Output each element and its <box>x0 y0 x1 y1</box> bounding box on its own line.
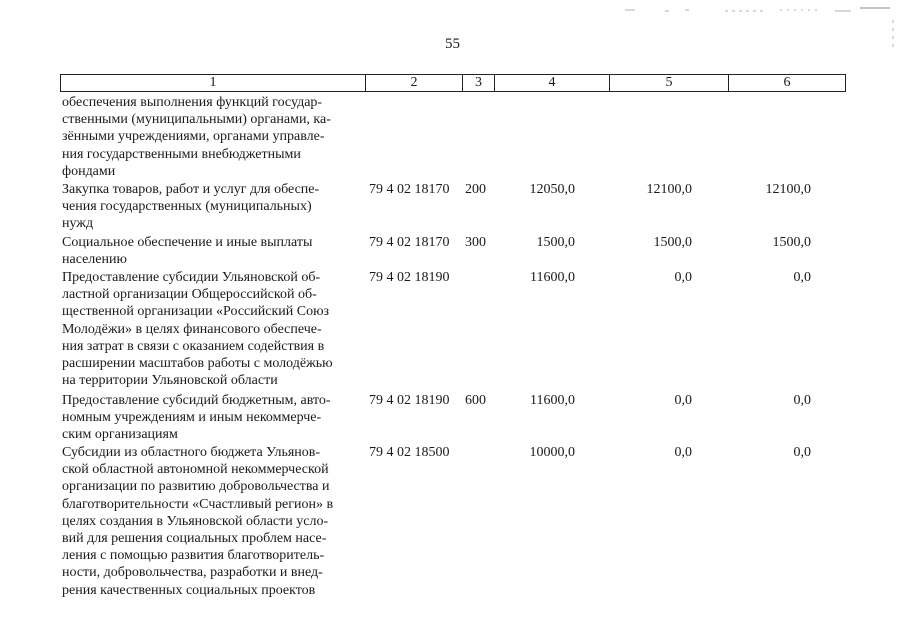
row-value-col4: 10000,0 <box>529 445 575 460</box>
row-value-col5: 12100,0 <box>646 182 692 197</box>
row-expense-type: 300 <box>465 235 486 250</box>
row-target-code: 79 4 02 18190 <box>369 270 450 285</box>
column-header-1: 1 <box>61 75 366 91</box>
column-header-3: 3 <box>463 75 495 91</box>
row-description: обеспечения выполнения функций государ- ственными (муниципальными) органами, ка- зёнными учреждениями, органами управле- ния государственными внебюджетными фондами <box>62 95 331 179</box>
row-target-code: 79 4 02 18500 <box>369 445 450 460</box>
row-value-col5: 0,0 <box>674 445 692 460</box>
row-value-col5: 0,0 <box>674 270 692 285</box>
row-value-col6: 0,0 <box>793 393 811 408</box>
column-header-5: 5 <box>610 75 729 91</box>
row-value-col5: 0,0 <box>674 393 692 408</box>
row-value-col6: 12100,0 <box>765 182 811 197</box>
row-value-col4: 11600,0 <box>530 270 575 285</box>
row-description: Закупка товаров, работ и услуг для обеспе- чения государственных (муниципальных) нужд <box>62 182 320 232</box>
row-value-col6: 0,0 <box>793 445 811 460</box>
row-value-col4: 11600,0 <box>530 393 575 408</box>
row-value-col6: 0,0 <box>793 270 811 285</box>
row-target-code: 79 4 02 18170 <box>369 182 450 197</box>
table-header-row <box>60 74 846 92</box>
row-value-col4: 1500,0 <box>536 235 575 250</box>
column-header-6: 6 <box>783 75 791 90</box>
row-target-code: 79 4 02 18190 <box>369 393 450 408</box>
row-expense-type: 200 <box>465 182 486 197</box>
row-value-col6: 1500,0 <box>772 235 811 250</box>
column-header-2: 2 <box>366 75 463 91</box>
row-value-col5: 1500,0 <box>653 235 692 250</box>
row-expense-type: 600 <box>465 393 486 408</box>
row-value-col4: 12050,0 <box>529 182 575 197</box>
row-description: Предоставление субсидии Ульяновской об- ластной организации Общероссийской об- щественной организации «Российский Союз Молодёжи» в целях финансового обеспече- ния затрат в связи с оказанием содействия в расширении масштабов работы с молодёжью на территории Ульяновской области <box>62 270 333 389</box>
column-header-4: 4 <box>495 75 610 91</box>
row-description: Субсидии из областного бюджета Ульянов- ской областной автономной некоммерческой организации по развитию добровольчества и благотворительности «Счастливый регион» в целях создания в Ульяновской области усло- вий для решения социальных проблем насе- ления с помощью развития благотворитель- ности, добровольчества, разработки и внед- рения качественных социальных проектов <box>62 445 334 598</box>
page-number: 55 <box>445 36 460 52</box>
row-target-code: 79 4 02 18170 <box>369 235 450 250</box>
row-description: Предоставление субсидий бюджетным, авто- номным учреждениям и иным некоммерче- ским организациям <box>62 393 331 443</box>
row-description: Социальное обеспечение и иные выплаты населению <box>62 235 313 268</box>
